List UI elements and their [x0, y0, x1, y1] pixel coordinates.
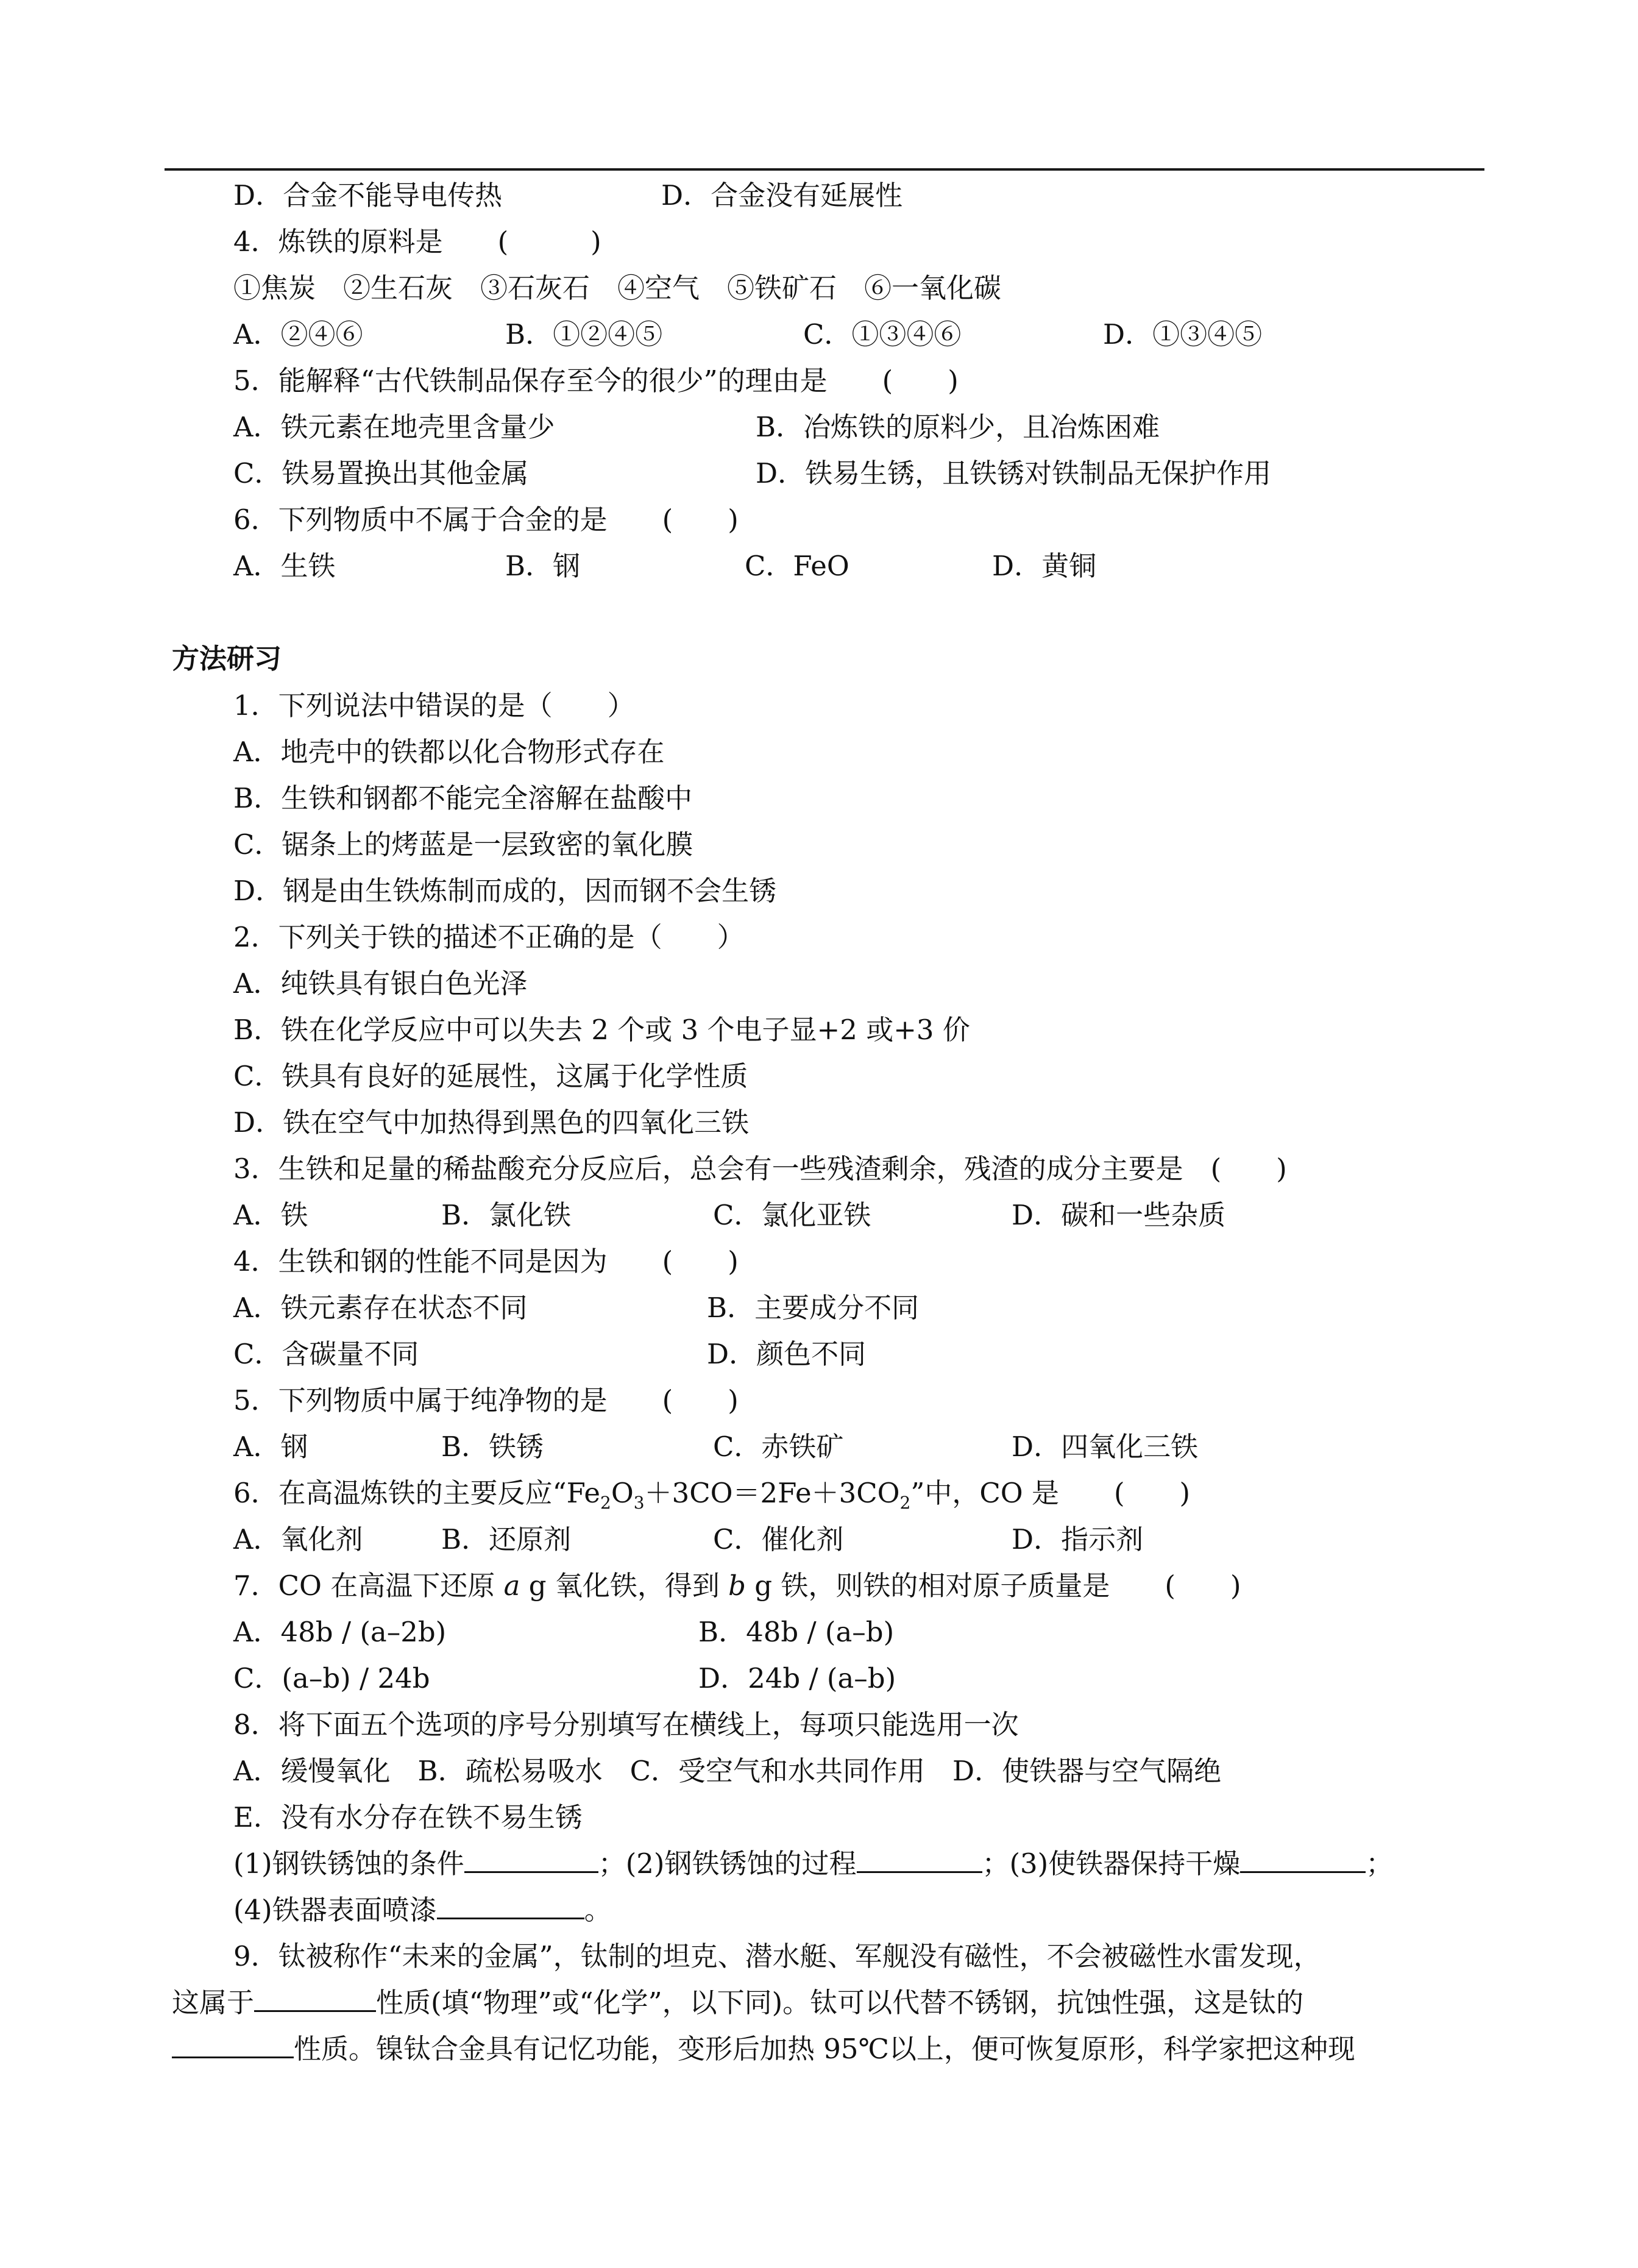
- option-d: D．四氧化三铁: [1012, 1431, 1199, 1463]
- option-d: D．黄铜: [992, 550, 1097, 582]
- option-c: C．(a–b) / 24b: [233, 1662, 430, 1694]
- option-d: D．指示剂: [1012, 1523, 1144, 1555]
- option-c: C．①③④⑥: [803, 318, 962, 350]
- option-a: A．铁元素在地壳里含量少: [233, 411, 555, 443]
- option-d: D．铁易生锈，且铁锈对铁制品无保护作用: [756, 457, 1272, 489]
- option-a: A．②④⑥: [233, 318, 363, 350]
- option-d2: D．合金没有延展性: [661, 179, 903, 212]
- option-d: D．颜色不同: [707, 1338, 867, 1370]
- answer-blank-3[interactable]: [1240, 1847, 1366, 1873]
- header-rule: [165, 168, 1484, 171]
- option-c: C．铁易置换出其他金属: [233, 457, 529, 489]
- option-b: B．氯化铁: [441, 1199, 572, 1231]
- option-b: B．钢: [505, 550, 581, 582]
- answer-blank-2[interactable]: [857, 1847, 982, 1873]
- option-b: B．①②④⑤: [505, 318, 663, 350]
- option-c: C．氯化亚铁: [713, 1199, 871, 1231]
- option-a: A．48b / (a–2b): [233, 1616, 447, 1648]
- option-b: B．主要成分不同: [707, 1292, 920, 1324]
- option-c: C．含碳量不同: [233, 1338, 419, 1370]
- option-a: A．氧化剂: [233, 1523, 363, 1555]
- answer-blank-4[interactable]: [437, 1893, 584, 1919]
- option-d: D．①③④⑤: [1103, 318, 1263, 350]
- option-b: B．冶炼铁的原料少，且冶炼困难: [756, 411, 1160, 443]
- option-d: D．24b / (a–b): [698, 1662, 896, 1694]
- answer-blank-1[interactable]: [464, 1847, 598, 1873]
- option-a: A．钢: [233, 1431, 308, 1463]
- option-a: A．铁: [233, 1199, 308, 1231]
- option-d: D．合金不能导电传热: [233, 179, 503, 212]
- option-a: A．生铁: [233, 550, 336, 582]
- option-a: A．铁元素存在状态不同: [233, 1292, 528, 1324]
- option-c: C．FeO: [745, 550, 849, 582]
- option-b: B．铁锈: [441, 1431, 544, 1463]
- option-b: B．还原剂: [441, 1523, 572, 1555]
- option-c: C．赤铁矿: [713, 1431, 844, 1463]
- option-c: C．催化剂: [713, 1523, 844, 1555]
- option-b: B．48b / (a–b): [698, 1616, 895, 1648]
- option-d: D．碳和一些杂质: [1012, 1199, 1226, 1231]
- answer-blank-chemical[interactable]: [172, 2032, 294, 2058]
- answer-blank-physical[interactable]: [254, 1986, 376, 2012]
